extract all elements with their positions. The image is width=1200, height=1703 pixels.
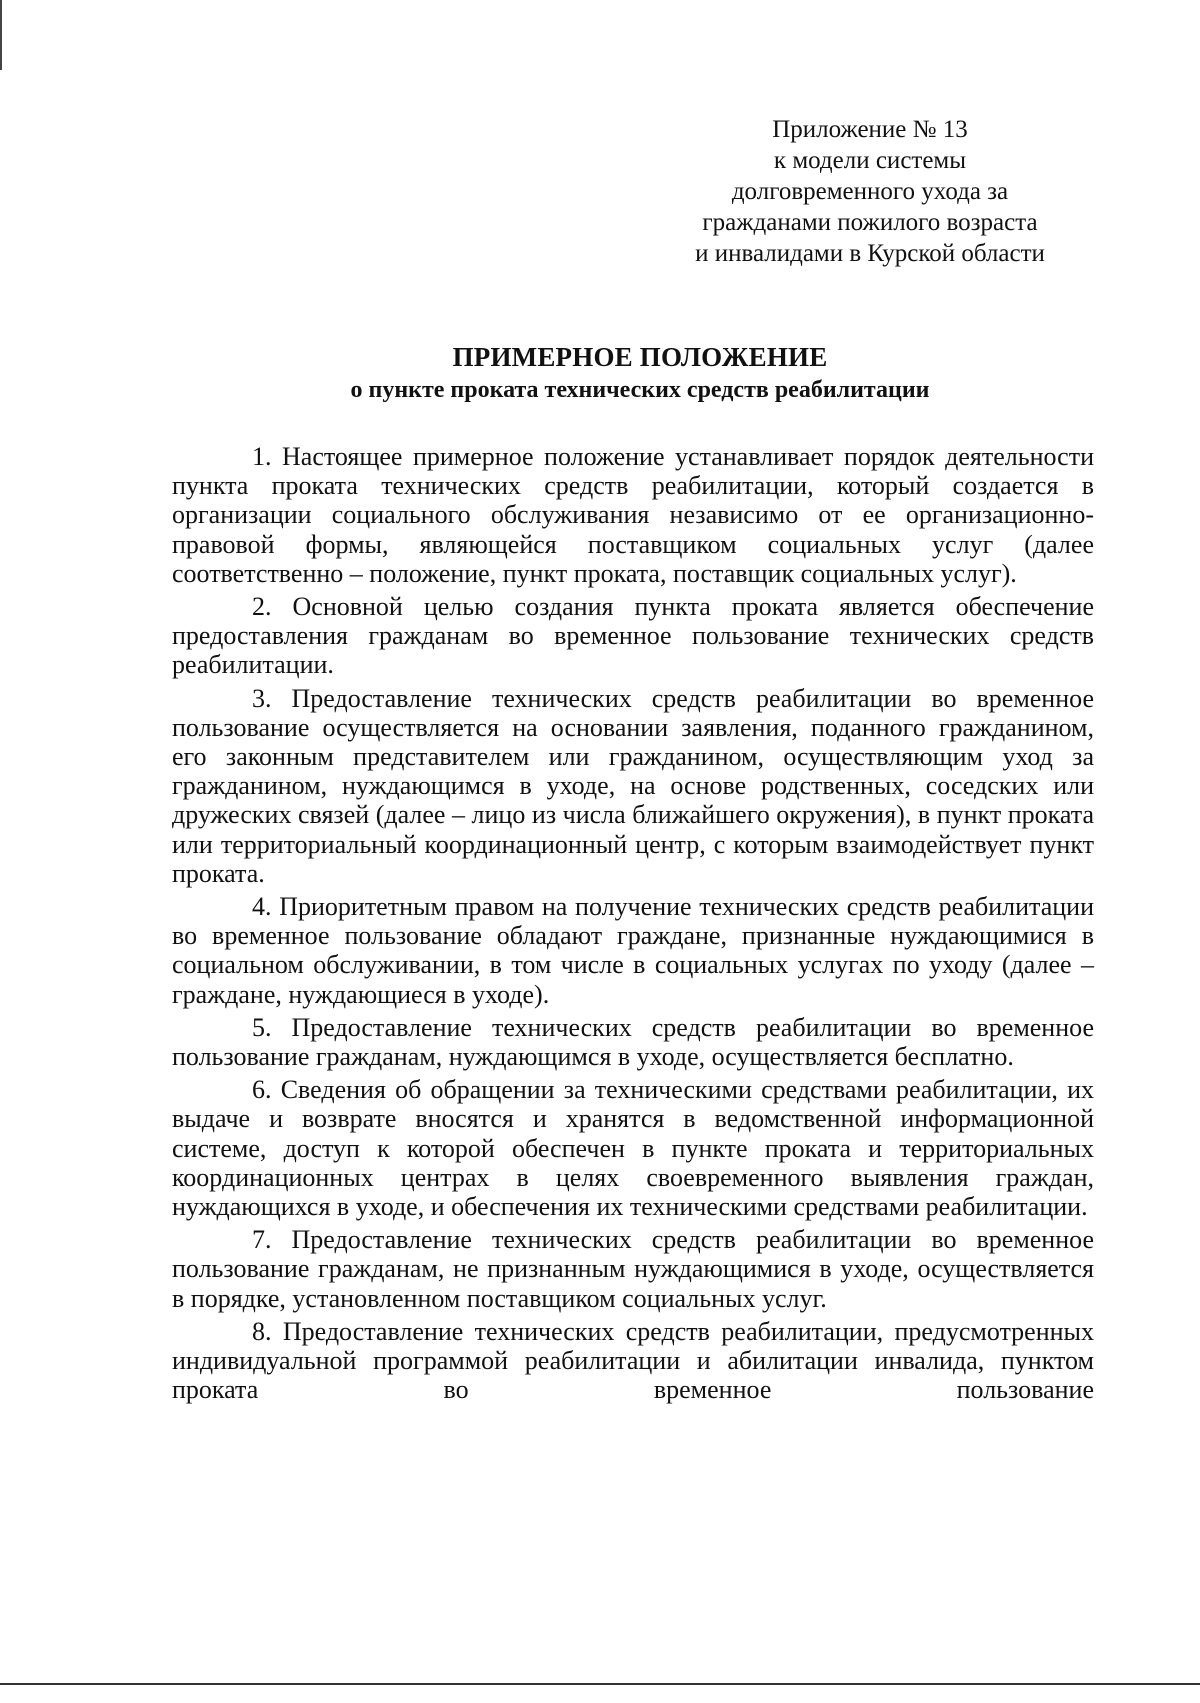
appendix-line-4: гражданами пожилого возраста — [702, 209, 1038, 236]
paragraph-2: 2. Основной целью создания пункта проката является обеспечение предоставления гражданам во временное пользование технических средств реабилитации. — [172, 592, 1094, 680]
title-subtitle: о пункте проката технических средств реабилитации — [350, 377, 930, 403]
paragraph-7: 7. Предоставление технических средств реабилитации во временное пользование гражданам, не признанным нуждающимися в уходе, осуществляется в порядке, установленном поставщиком социальных услуг. — [172, 1225, 1094, 1313]
paragraph-8: 8. Предоставление технических средств реабилитации, предусмотренных индивидуальной программой реабилитации и абилитации инвалида, пунктом проката во временное пользование — [172, 1316, 1094, 1405]
paragraph-1: 1. Настоящее примерное положение устанавливает порядок деятельности пункта проката технических средств реабилитации, который создается в организации социального обслуживания независимо от ее организационно-правовой формы, являющейся поставщиком социальных услуг (далее соответственно – положение, пункт проката, поставщик социальных услуг). — [172, 442, 1094, 588]
document-body — [172, 442, 1094, 1409]
paragraph-4: 4. Приоритетным правом на получение технических средств реабилитации во временное пользование обладают граждане, признанные нуждающимися в социальном обслуживании, в том числе в социальных услугах по уходу (далее – граждане, нуждающиеся в уходе). — [172, 892, 1094, 1009]
paragraph-3: 3. Предоставление технических средств реабилитации во временное пользование осуществляется на основании заявления, поданного гражданином, его законным представителем или гражданином, осуществляющим уход за гражданином, нуждающимся в уходе, на основе родственных, соседских или дружеских связей (далее – лицо из числа ближайшего окружения), в пункт проката или территориальный координационный центр, с которым взаимодействует пункт проката. — [172, 683, 1094, 888]
paragraph-5: 5. Предоставление технических средств реабилитации во временное пользование гражданам, нуждающимся в уходе, осуществляется бесплатно. — [172, 1012, 1094, 1072]
scan-edge-left — [0, 0, 2, 70]
appendix-line-1: Приложение № 13 — [772, 116, 968, 143]
document-title — [150, 340, 1130, 406]
appendix-header — [640, 114, 1100, 269]
appendix-line-2: к модели системы — [773, 147, 967, 174]
paragraph-6: 6. Сведения об обращении за техническими средствами реабилитации, их выдаче и возврате вносятся и хранятся в ведомственной информационной системе, доступ к которой обеспечен в пункте проката и территориальных координационных центрах в целях своевременного выявления граждан, нуждающихся в уходе, и обеспечения их техническими средствами реабилитации. — [172, 1075, 1094, 1222]
appendix-line-3: долговременного ухода за — [731, 178, 1009, 205]
scan-edge-bottom — [0, 1683, 1200, 1685]
appendix-line-5: и инвалидами в Курской области — [695, 240, 1045, 267]
title-main: ПРИМЕРНОЕ ПОЛОЖЕНИЕ — [452, 342, 828, 372]
